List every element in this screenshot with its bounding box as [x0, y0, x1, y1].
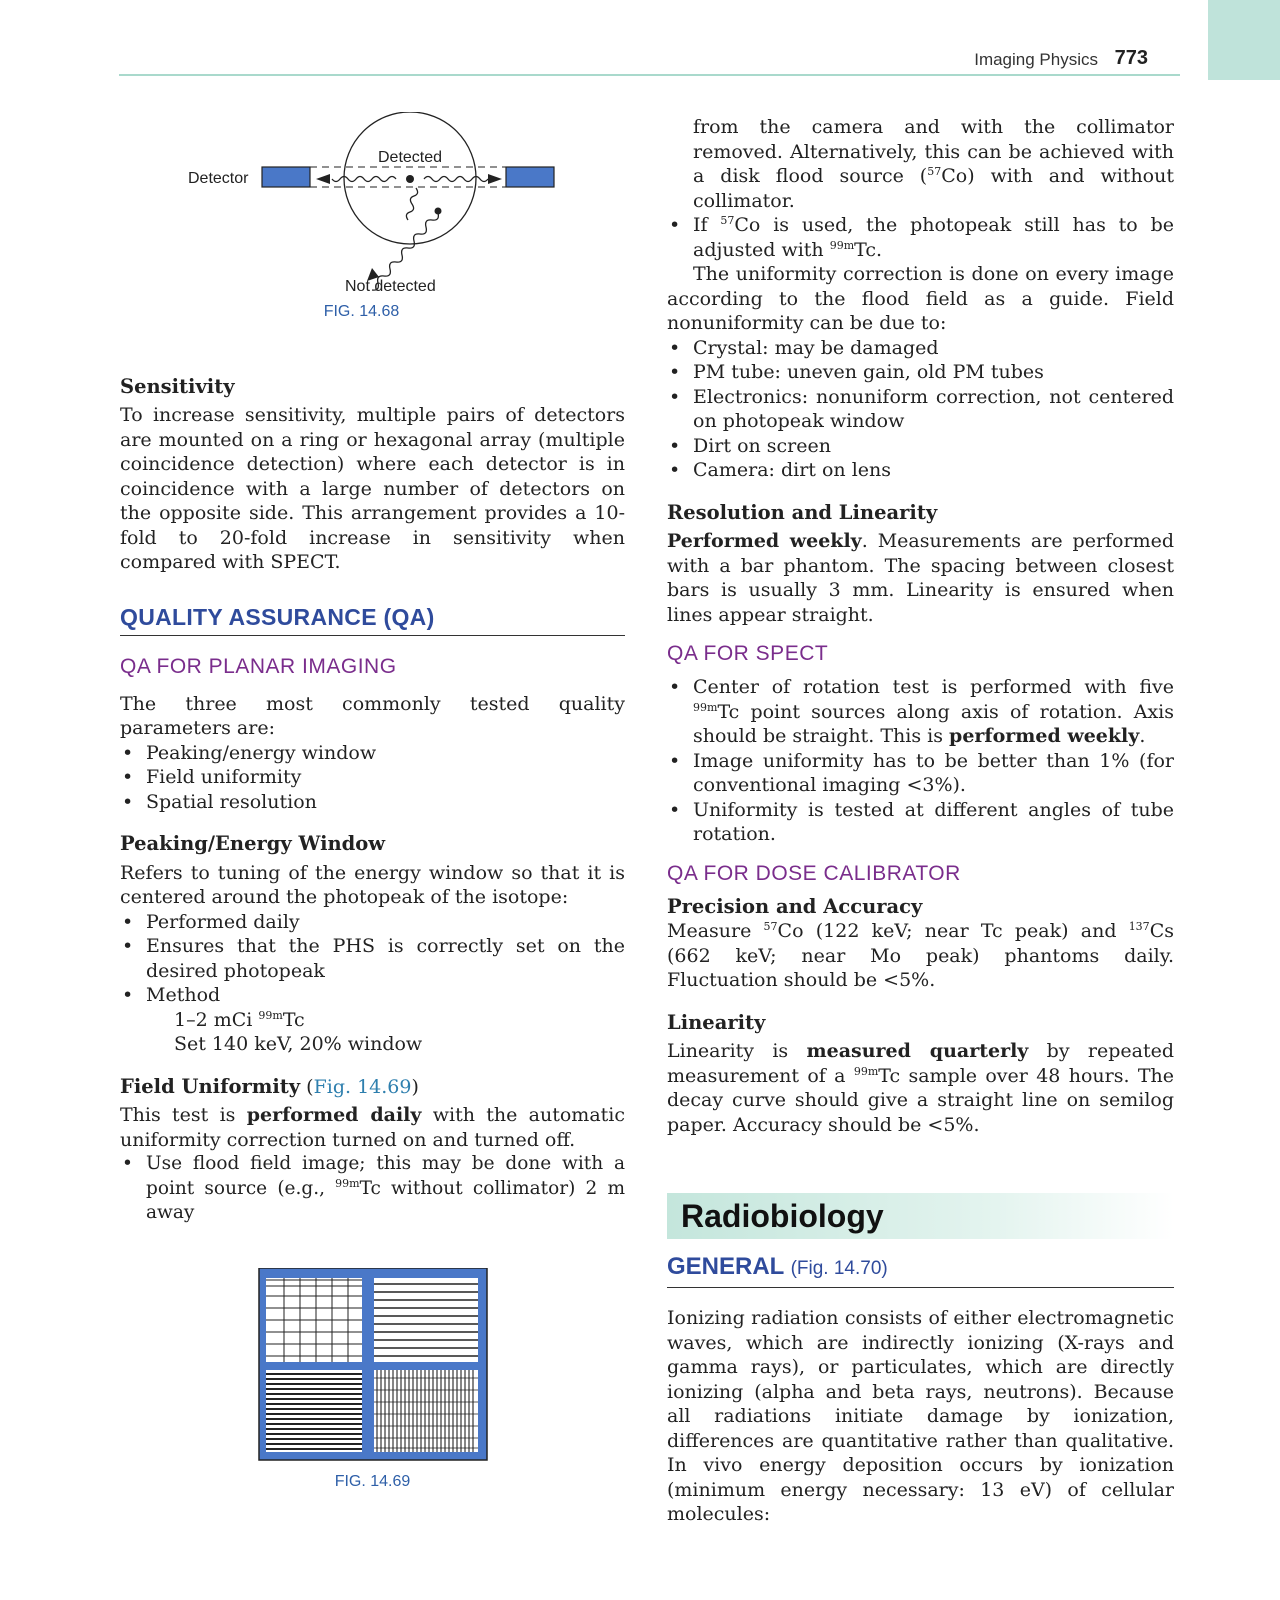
general-heading-row — [667, 1253, 1174, 1288]
precision-accuracy-text: Measure $^{57}$Co (122 keV; near Tc peak) and $^{137}$Cs (662 keV; near Mo peak) phantoms daily. Fluctuation should be <5%. — [667, 920, 1174, 991]
list-item: • If $^{57}$Co is used, the photopeak still has to be adjusted with $^{99m}$Tc. — [667, 213, 1174, 262]
list-item: • Ensures that the PHS is correctly set on the desired photopeak — [120, 934, 625, 983]
field-uniformity-list — [120, 1152, 625, 1226]
uniformity-correction-text: The uniformity correction is done on every image according to the flood field as a guide. Field nonuniformity can be due to: — [667, 263, 1174, 334]
qa-dose-calibrator-heading: QA FOR DOSE CALIBRATOR — [667, 861, 961, 885]
left-column — [120, 112, 625, 1494]
list-item: • PM tube: uneven gain, old PM tubes — [667, 360, 1174, 385]
photon-right-wave — [424, 177, 488, 182]
list-item: • Center of rotation test is performed with five $^{99m}$Tc point sources along axis of rotation. Axis should be straight. This is performed weekly. — [667, 675, 1174, 749]
method-line-1: 1–2 mCi $^{99m}$Tc — [174, 1008, 305, 1031]
list-item: • Spatial resolution — [120, 790, 625, 815]
list-item: • Method — [120, 983, 625, 1008]
figure-14-69-link[interactable]: Fig. 14.69 — [313, 1075, 412, 1098]
quadrant-bottom-right — [374, 1370, 478, 1452]
list-item: • Field uniformity — [120, 765, 625, 790]
quadrant-bottom-left — [266, 1370, 362, 1452]
right-detector-block — [506, 167, 554, 187]
linearity-text: Linearity is measured quarterly by repeated measurement of a $^{99m}$Tc sample over 48 hours. The decay curve should give a straight line on semilog paper. Accuracy should be <5%. — [667, 1040, 1174, 1136]
method-line-2: Set 140 keV, 20% window — [174, 1033, 423, 1055]
quadrant-top-left — [266, 1278, 362, 1362]
figure-14-70-link[interactable]: (Fig. 14.70) — [790, 1258, 888, 1279]
not-detected-label: Not detected — [345, 278, 436, 295]
figure-14-69-caption: FIG. 14.69 — [334, 1472, 411, 1490]
left-detector-block — [262, 167, 310, 187]
chapter-tab — [1208, 0, 1280, 80]
sensitivity-text: To increase sensitivity, multiple pairs of detectors are mounted on a ring or hexagonal array (multiple coincidence detection) where each detector is in coincidence with a large number of detectors on the opposite side. This arrangement provides a 10-fold to 20-fold increase in sensitivity when compared with SPECT. — [120, 404, 625, 573]
quadrant-top-right — [374, 1278, 478, 1362]
list-item: • Uniformity is tested at different angles of tube rotation. — [667, 798, 1174, 847]
peaking-list — [120, 910, 625, 1008]
spect-list — [667, 675, 1174, 847]
list-item: • Dirt on screen — [667, 434, 1174, 459]
nonuniformity-causes-list — [667, 336, 1174, 483]
figure-14-68-diagram — [120, 112, 625, 302]
running-header — [119, 44, 1180, 76]
flood-source-continuation: from the camera and with the collimator removed. Alternatively, this can be achieved with a disk flood source ($^{57}$Co) with and without collimator. — [693, 116, 1174, 212]
list-item: • Crystal: may be damaged — [667, 336, 1174, 361]
resolution-linearity-heading: Resolution and Linearity — [667, 500, 938, 524]
list-item: • Camera: dirt on lens — [667, 458, 1174, 483]
detector-label: Detector — [188, 170, 249, 187]
list-item: • Peaking/energy window — [120, 741, 625, 766]
field-uniformity-text: This test is performed daily with the automatic uniformity correction turned on and turned off. — [120, 1104, 625, 1151]
list-item: • Use flood field image; this may be done with a point source (e.g., $^{99m}$Tc without collimator) 2 m away — [120, 1152, 625, 1226]
source-point — [406, 175, 414, 183]
co57-list — [667, 213, 1174, 262]
general-text: Ionizing radiation consists of either electromagnetic waves, which are indirectly ionizing (X-rays and gamma rays), or particulates, which are directly ionizing (alpha and beta rays, neutrons). Because all radiations initiate damage by ionization, differences are quantitative rather than qualitative. In vivo energy deposition occurs by ionization (minimum energy necessary: 13 eV) of cellular molecules: — [667, 1307, 1174, 1525]
field-uniformity-heading: Field Uniformity — [120, 1074, 301, 1098]
figure-14-68-caption: FIG. 14.68 — [323, 303, 400, 320]
figure-14-69-bar-phantom — [120, 1268, 625, 1462]
quality-assurance-heading: QUALITY ASSURANCE (QA) — [120, 603, 625, 636]
peaking-heading: Peaking/Energy Window — [120, 832, 386, 855]
right-column — [667, 115, 1174, 1527]
list-item: • Performed daily — [120, 910, 625, 935]
general-heading: GENERAL — [667, 1253, 784, 1280]
qa-spect-heading: QA FOR SPECT — [667, 642, 829, 665]
linearity-heading: Linearity — [667, 1010, 766, 1034]
field-uniformity-heading-row: Field Uniformity (Fig. 14.69) — [120, 1074, 419, 1098]
resolution-linearity-text: Performed weekly. Measurements are performed with a bar phantom. The spacing between closest bars is usually 3 mm. Linearity is ensured when lines appear straight. — [667, 530, 1174, 626]
header-section-title: Imaging Physics — [974, 50, 1098, 69]
precision-accuracy-heading: Precision and Accuracy — [667, 894, 923, 918]
photon-left-wave — [332, 177, 396, 182]
list-item: • Image uniformity has to be better than 1% (for conventional imaging <3%). — [667, 749, 1174, 798]
detected-label: Detected — [378, 149, 443, 166]
page-number: 773 — [1114, 47, 1148, 69]
planar-parameter-list — [120, 741, 625, 815]
list-item: • Electronics: nonuniform correction, not centered on photopeak window — [667, 385, 1174, 434]
qa-planar-imaging-heading: QA FOR PLANAR IMAGING — [120, 654, 397, 678]
peaking-text: Refers to tuning of the energy window so that it is centered around the photopeak of the isotope: — [120, 861, 625, 908]
sensitivity-heading: Sensitivity — [120, 374, 235, 398]
radiobiology-heading: Radiobiology — [667, 1193, 1174, 1239]
planar-intro: The three most commonly tested quality parameters are: — [120, 692, 625, 739]
